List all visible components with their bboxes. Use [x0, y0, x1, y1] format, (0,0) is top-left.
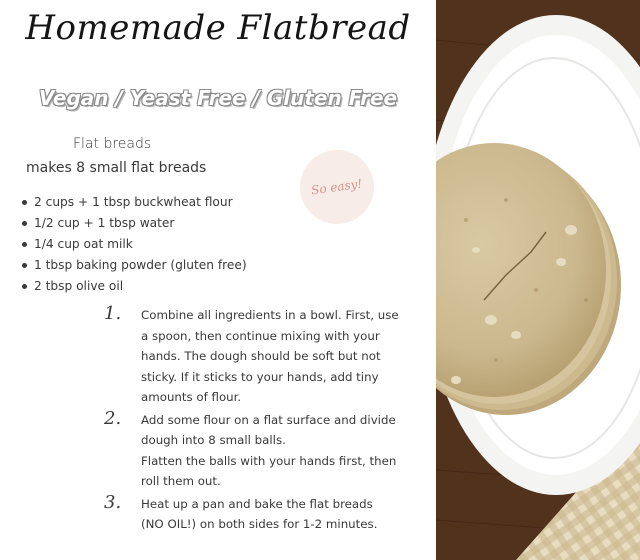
- page-title: Homemade Flatbread: [25, 8, 411, 48]
- step-line: Combine all ingredients in a bowl. First, use: [141, 308, 399, 322]
- step-text: [141, 305, 424, 408]
- badge-label: So easy!: [310, 176, 364, 198]
- step-text: [141, 494, 424, 535]
- flatbread-photo-illustration: [436, 0, 640, 560]
- step-line: dough into 8 small balls.: [141, 433, 286, 447]
- recipe-yield: makes 8 small flat breads: [26, 160, 207, 176]
- step-line: amounts of flour.: [141, 390, 242, 404]
- step-line: Add some flour on a flat surface and divide: [141, 412, 396, 427]
- instruction-step: [104, 407, 424, 492]
- instruction-list: [104, 305, 424, 537]
- step-line: sticky. If it sticks to your hands, add tiny: [141, 369, 379, 384]
- instruction-step: [104, 491, 424, 535]
- step-text: [141, 410, 424, 492]
- flatbread-photo: [436, 0, 640, 560]
- ingredient-item: 2 cups + 1 tbsp buckwheat flour: [20, 192, 247, 213]
- ingredient-item: 1 tbsp baking powder (gluten free): [20, 255, 247, 276]
- step-line: roll them out.: [141, 474, 221, 488]
- step-number: 3.: [104, 491, 122, 513]
- step-line: a spoon, then continue mixing with your: [141, 328, 380, 343]
- step-line: Flatten the balls with your hands first, then: [141, 453, 397, 468]
- so-easy-badge: [300, 150, 374, 224]
- ingredient-item: 1/2 cup + 1 tbsp water: [20, 213, 247, 234]
- step-line: hands. The dough should be soft but not: [141, 349, 381, 363]
- ingredient-list: [20, 192, 247, 297]
- step-number: 1.: [104, 303, 122, 324]
- ingredient-item: 1/4 cup oat milk: [20, 234, 247, 255]
- instruction-step: [104, 305, 424, 408]
- step-line: Heat up a pan and bake the flat breads: [141, 496, 373, 511]
- subtitle: Vegan / Yeast Free / Gluten Free: [38, 86, 398, 110]
- recipe-name: Flat breads: [73, 136, 152, 152]
- step-number: 2.: [104, 407, 122, 429]
- ingredient-item: 2 tbsp olive oil: [20, 276, 247, 297]
- step-line: (NO OIL!) on both sides for 1-2 minutes.: [141, 517, 378, 531]
